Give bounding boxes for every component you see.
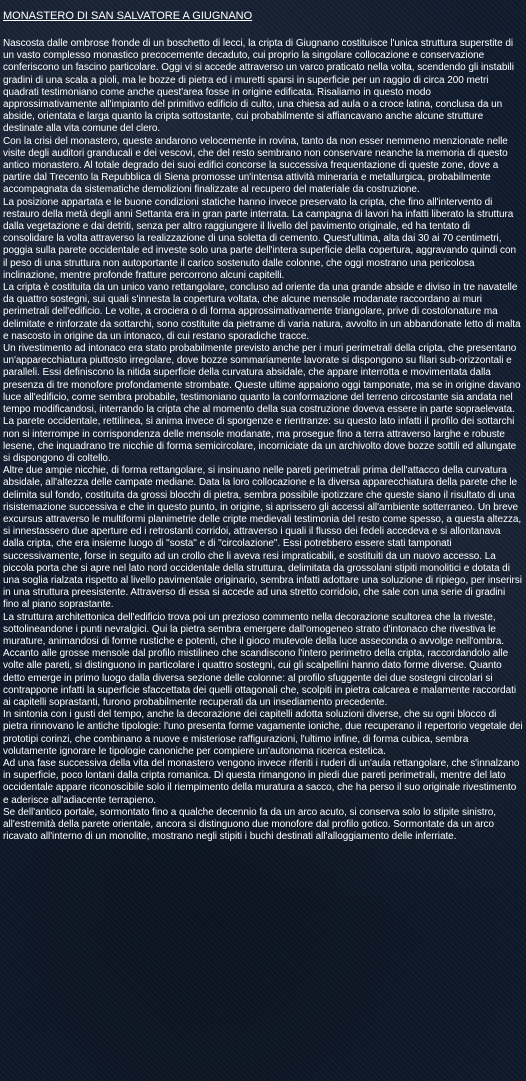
article-body xyxy=(3,38,523,843)
paragraph: Nascosta dalle ombrose fronde di un boschetto di lecci, la cripta di Giugnano costituisce l'unica struttura superstite di un vasto complesso monastico precocemente decaduto, cui proprio la singolare collocazione e conservazione conferiscono un fascino particolare. Oggi vi si accede attraverso un varco praticato nella volta, scendendo gli instabili gradini di una scala a pioli, ma le bozze di pietra ed i muretti sparsi in superficie per un raggio di circa 200 metri quadrati testimoniano come anche quest'area fosse in origine edificata. Risaliamo in questo modo approssimativamente all'impianto del primitivo edificio di culto, una chiesa ad aula o a croce latina, conclusa da un abside, orientata e larga quanto la cripta sottostante, cui probabilmente si affiancavano anche alcune strutture destinate alla vita comune del clero. xyxy=(3,38,514,135)
paragraph: La posizione appartata e le buone condizioni statiche hanno invece preservato la cripta, che fino all'intervento di restauro della metà degli anni Settanta era in gran parte interrata. La campagna di lavori ha infatti liberato la struttura dalla vegetazione e dai detriti, senza per altro raggiungere il livello del pavimento originale, ed ha tentato di consolidare la volta attraverso la realizzazione di una soletta di cemento. Quest'ultima, alta dai 30 ai 70 centimetri, poggia sulla parete occidentale ed investe solo una parte dell'intera superficie della copertura, aggravando quindi con il peso di una struttura non autoportante il carico sostenuto dalle colonne, che oggi mostrano una pericolosa inclinazione, mentre profonde fratture percorrono alcuni capitelli. xyxy=(3,196,516,281)
paragraph: Se dell'antico portale, sormontato fino a qualche decennio fa da un arco acuto, si conserva solo lo stipite sinistro, all'estremità della parete orientale, ancora si distinguono due monofore dal profilo gotico. Sormontate da un arco ricavato all'interno di un monolite, mostrano negli stipiti i buchi destinati all'alloggiamento delle inferriate. xyxy=(3,806,497,843)
paragraph: Altre due ampie nicchie, di forma rettangolare, si insinuano nelle pareti perimetrali prima dell'attacco della curvatura absidale, all'altezza delle campate mediane. Data la loro collocazione e la diversa apparecchiatura della parete che le delimita sul fondo, costituita da grossi blocchi di pietra, sembra possibile ipotizzare che queste siano il risultato di una risistemazione successiva e che in questo punto, in origine, si aprissero gli accessi all'ambiente sotterraneo. Un breve excursus attraverso le multiformi planimetrie delle cripte medievali testimonia del resto come spesso, a questa altezza, si innestassero due aperture ed i retrostanti corridoi, attraverso i quali il flusso dei fedeli accedeva e si allontanava dalla cripta, che era insieme luogo di "sosta" e di "circolazione". Essi potrebbero essere stati tamponati successivamente, forse in seguito ad un crollo che li aveva resi impraticabili, e sostituiti da un nuovo accesso. La piccola porta che si apre nel lato nord occidentale della struttura, delimitata da grossolani stipiti monolitici e dotata di una soglia rialzata rispetto al livello pavimentale originario, sembra infatti adottare una soluzione di ripiego, per inserirsi in una struttura preesistente. Attraverso di essa si accede ad una stretto corridoio, che sale con una serie di gradini fino al piano soprastante. xyxy=(3,465,522,611)
paragraph: In sintonia con i gusti del tempo, anche la decorazione dei capitelli adotta soluzioni diverse, che su ogni blocco di pietra rinnovano le antiche tipologie: l'uno presenta forme vagamente ioniche, due recuperano il repertorio vegetale dei prototipi corinzi, che combinano a nuove e misteriose raffigurazioni, l'ultimo infine, di forma cubica, sembra volutamente ignorare le tipologie canoniche per compiere un'autonoma ricerca estetica. xyxy=(3,709,523,757)
article xyxy=(3,9,523,843)
paragraph: La cripta è costituita da un unico vano rettangolare, concluso ad oriente da una grande abside e diviso in tre navatelle da quattro sostegni, sui quali s'innesta la copertura voltata, che alcune mensole modanate raccordano ai muri perimetrali dell'edificio. Le volte, a crociera o di forma approssimativamente triangolare, prive di costolonature ma delimitate e rinforzate da sottarchi, sono costituite da pietrame di varia natura, avvolto in un abbandonate letto di malta e nascosto in origine da un intonaco, di cui restano sporadiche tracce. xyxy=(3,282,521,342)
page-title: MONASTERO DI SAN SALVATORE A GIUGNANO xyxy=(3,10,253,22)
paragraph: Con la crisi del monastero, queste andarono velocemente in rovina, tanto da non esser nemmeno menzionate nelle visite degli auditori granducali e dei vescovi, che del resto sembrano non conservare neanche la memoria di questo antico monastero. Al totale degrado dei suoi edifici concorse la successiva frequentazione di queste zone, dove a partire dal Trecento la Repubblica di Siena promosse un'intensa attività mineraria e metallurgica, probabilmente accompagnata da sistematiche demolizioni finalizzate al recupero del materiale da costruzione. xyxy=(3,135,508,196)
paragraph: La parete occidentale, rettilinea, si anima invece di sporgenze e rientranze: su questo lato infatti il profilo dei sottarchi non si interrompe in corrispondenza delle mensole modanate, ma prosegue fino a terra attraverso larghe e robuste lesene, che inquadrano tre nicchie di forma semicircolare, incorniciate da un archivolto dove bozze sottili ed allungate si dispongono di coltello. xyxy=(3,416,517,464)
paragraph: Un rivestimento ad intonaco era stato probabilmente previsto anche per i muri perimetrali della cripta, che presentano un'apparecchiatura piuttosto irregolare, dove bozze sommariamente lavorate si dispongono su filari sub-orizzontali e paralleli. Essi definiscono la nitida superficie della curvatura absidale, che appare interrotta e movimentata dalla presenza di tre monofore profondamente strombate. Queste ultime appaiono oggi tamponate, ma se in origine davano luce all'edificio, come sembra probabile, testimoniano quanto la conformazione del terreno circostante sia andata nel tempo modificandosi, interrando la cripta che al momento della sua costruzione doveva essere in parte sopraelevata. xyxy=(3,343,521,416)
paragraph: La struttura architettonica dell'edificio trova poi un prezioso commento nella decorazione scultorea che la riveste, sottolineandone i punti nevralgici. Qui la pietra sembra emergere dall'omogeneo strato d'intonaco che rivestiva le murature, animandosi di forme rustiche e potenti, che il gioco mutevole della luce asseconda o avvolge nell'ombra. Accanto alle grosse mensole dal profilo mistilineo che scandiscono l'intero perimetro della cripta, raccordandolo alle volte alle pareti, si distinguono in particolare i quattro sostegni, cui gli scalpellini hanno dato forme diverse. Quanto detto emerge in primo luogo dalla diversa sezione delle colonne: al profilo sfuggente dei due sostegni circolari si contrappone infatti la superficie sfaccettata dei quelli ottagonali che, scolpiti in pietra calcarea e malamente raccordati ai capitelli soprastanti, furono probabilmente recuperati da un insediamento precedente. xyxy=(3,611,517,708)
paragraph: Ad una fase successiva della vita del monastero vengono invece riferiti i ruderi di un'aula rettangolare, che s'innalzano in superficie, poco lontani dalla cripta romanica. Di questa rimangono in piedi due pareti perimetrali, mentre del lato occidentale appare riconoscibile solo il riempimento della muratura a sacco, che ha perso il suo originale rivestimento e aderisce all'adiacente terrapieno. xyxy=(3,757,520,806)
